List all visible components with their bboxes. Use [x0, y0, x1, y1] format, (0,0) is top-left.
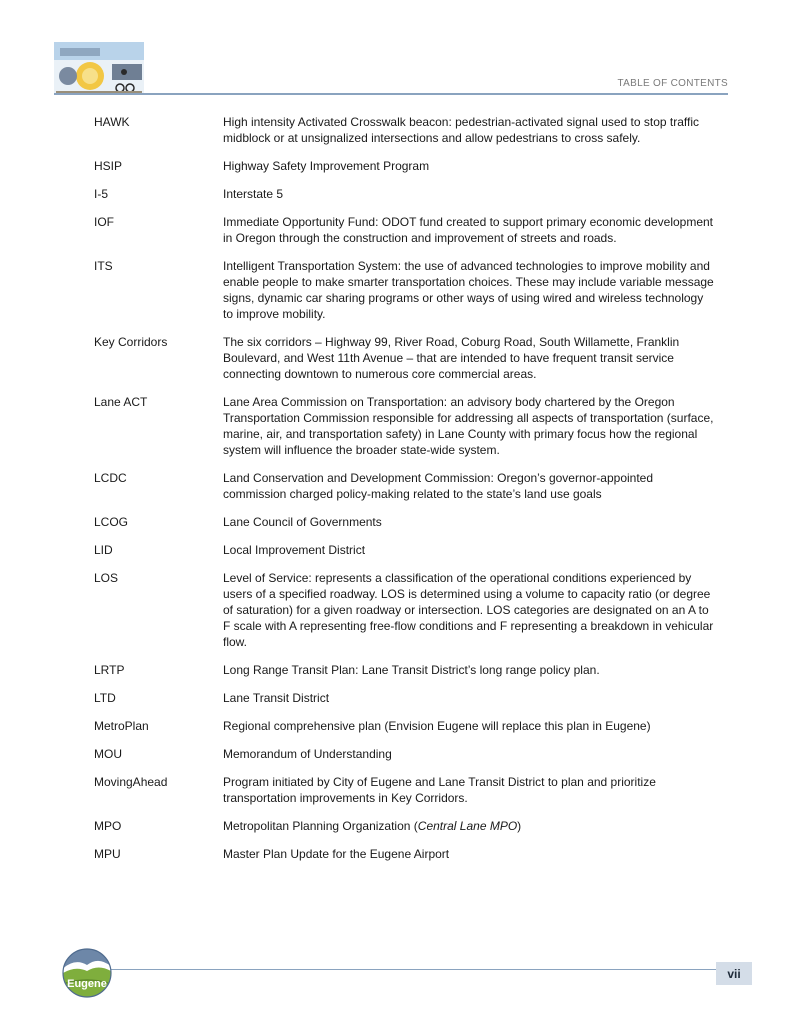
- glossary-definition: Level of Service: represents a classification of the operational conditions experienced by users of a specified roadway. LOS is determined using a volume to capacity ratio (or degree of saturation) for a given roadway or intersection. LOS categories are designated on an A to F scale with A representing free-flow conditions and F representing a breakdown in vehicular flow.: [223, 571, 714, 649]
- glossary-entry: [94, 746, 714, 762]
- glossary-list: [94, 114, 714, 862]
- glossary-entry: [94, 114, 714, 146]
- glossary-term: LID: [94, 543, 113, 557]
- glossary-definition: Program initiated by City of Eugene and Lane Transit District to plan and prioritize transportation improvements in Key Corridors.: [223, 775, 656, 805]
- glossary-term: IOF: [94, 215, 114, 229]
- glossary-term: MetroPlan: [94, 719, 149, 733]
- glossary-term: LOS: [94, 571, 119, 585]
- eugene-city-logo: [60, 947, 114, 999]
- glossary-entry: [94, 542, 714, 558]
- glossary-definition: Immediate Opportunity Fund: ODOT fund created to support primary economic development in Oregon through the construction and improvement of streets and roads.: [223, 215, 714, 245]
- glossary-term: MPU: [94, 847, 121, 861]
- glossary-definition: Lane Transit District: [223, 691, 330, 705]
- glossary-term: MPO: [94, 819, 122, 833]
- glossary-definition: Intelligent Transportation System: the use of advanced technologies to improve mobility and enable people to make smarter transportation choices. These may include variable message signs, dynamic car sharing programs or other ways of using wired and wireless technology to improve mobility.: [223, 259, 714, 321]
- glossary-entry: [94, 570, 714, 650]
- glossary-definition: Local Improvement District: [223, 543, 366, 557]
- glossary-term: LRTP: [94, 663, 125, 677]
- glossary-term: MovingAhead: [94, 775, 168, 789]
- glossary-term: HAWK: [94, 115, 130, 129]
- glossary-term: I-5: [94, 187, 109, 201]
- glossary-definition: Interstate 5: [223, 187, 284, 201]
- glossary-term: ITS: [94, 259, 113, 273]
- glossary-definition: Highway Safety Improvement Program: [223, 159, 430, 173]
- footer-divider: [104, 969, 748, 970]
- glossary-term: MOU: [94, 747, 122, 761]
- glossary-entry: [94, 662, 714, 678]
- glossary-entry: [94, 470, 714, 502]
- glossary-term: LCOG: [94, 515, 129, 529]
- definition-text: ): [517, 819, 522, 833]
- glossary-term: Key Corridors: [94, 335, 168, 349]
- glossary-entry: [94, 186, 714, 202]
- page-number: vii: [716, 962, 752, 985]
- glossary-definition: [223, 818, 714, 834]
- definition-text: Metropolitan Planning Organization (: [223, 819, 418, 833]
- glossary-term: LCDC: [94, 471, 127, 485]
- glossary-term: HSIP: [94, 159, 123, 173]
- header-collage-logo: [54, 42, 144, 94]
- definition-italic-text: Central Lane MPO: [417, 819, 518, 833]
- glossary-definition: High intensity Activated Crosswalk beacon: pedestrian-activated signal used to stop traffic midblock or at unsignalized intersections and allow pedestrians to cross safely.: [223, 115, 700, 145]
- glossary-definition: The six corridors – Highway 99, River Road, Coburg Road, South Willamette, Franklin Boulevard, and West 11th Avenue – that are intended to have frequent transit service connecting downtown to numerous core commercial areas.: [223, 335, 680, 381]
- glossary-definition: Land Conservation and Development Commission: Oregon’s governor-appointed commission charged policy-making related to the state’s land use goals: [223, 471, 654, 501]
- glossary-entry: [94, 394, 714, 458]
- glossary-entry: [94, 258, 714, 322]
- section-title: TABLE OF CONTENTS: [617, 78, 728, 89]
- glossary-definition: Lane Council of Governments: [223, 515, 382, 529]
- glossary-entry: [94, 774, 714, 806]
- glossary-entry: [94, 690, 714, 706]
- glossary-entry: [94, 718, 714, 734]
- glossary-definition: Lane Area Commission on Transportation: an advisory body chartered by the Oregon Transportation Commission responsible for addressing all aspects of transportation (surface, marine, air, and transportation safety) in Lane County with primary focus how the regional system will influence the broader state-wide system.: [223, 395, 714, 457]
- glossary-entry: [94, 818, 714, 834]
- glossary-entry: [94, 214, 714, 246]
- glossary-definition: Long Range Transit Plan: Lane Transit District’s long range policy plan.: [223, 663, 600, 677]
- glossary-entry: [94, 514, 714, 530]
- glossary-term: LTD: [94, 691, 116, 705]
- glossary-entry: [94, 158, 714, 174]
- header-divider: [54, 93, 728, 95]
- glossary-definition: Regional comprehensive plan (Envision Eugene will replace this plan in Eugene): [223, 719, 651, 733]
- glossary-definition: Master Plan Update for the Eugene Airport: [223, 847, 450, 861]
- logo-text: Eugene: [67, 978, 107, 990]
- glossary-definition: Memorandum of Understanding: [223, 747, 392, 761]
- glossary-term: Lane ACT: [94, 395, 148, 409]
- glossary-entry: [94, 334, 714, 382]
- glossary-entry: [94, 846, 714, 862]
